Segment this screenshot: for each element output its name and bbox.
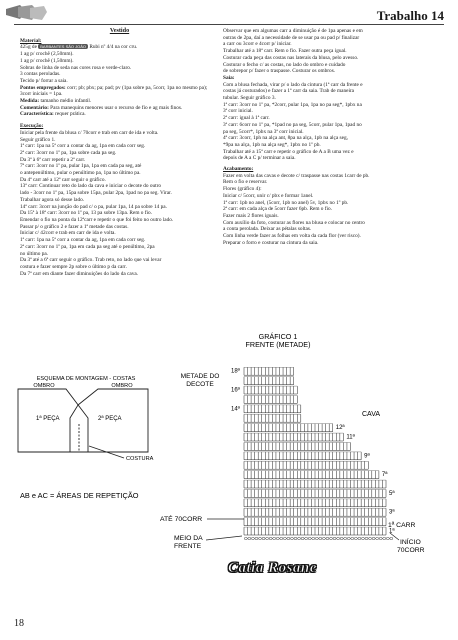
- inicio-label-1: INÍCIO: [400, 539, 421, 546]
- material-heading: Material:: [20, 37, 42, 44]
- saia-heading: [223, 75, 447, 82]
- assembly-title: ESQUEMA DE MONTAGEM - COSTAS: [36, 376, 136, 382]
- caracteristica-line: [20, 111, 219, 118]
- pontos-label: Pontos empregados:: [20, 84, 66, 91]
- frente-title: FRENTE (METADE): [245, 340, 311, 349]
- text-line: depois de A a C p/ terminar a saia.: [223, 155, 296, 162]
- chart-row: [244, 499, 386, 507]
- material-line: Tecido p/ forrar a saia.: [20, 77, 68, 84]
- chart-row: [244, 367, 294, 375]
- acabamento-heading: Acabamento:: [223, 166, 254, 173]
- row-label: 14ª: [231, 406, 240, 413]
- execucao-heading: Execução:: [20, 123, 44, 130]
- repeticao-label: AB e AC = ÁREAS DE REPETIÇÃO: [20, 491, 139, 500]
- grafico-title: GRÁFICO 1: [258, 332, 298, 341]
- comentario-label: Comentário:: [20, 104, 49, 111]
- text-line: Emendar o fio na ponta da 12ªcarr e repetir o que foi feito no outro lado.: [20, 216, 174, 223]
- chart-row: [244, 405, 301, 413]
- carr1-label: 1ª CARR: [388, 522, 416, 529]
- text-line: 13ª carr: Continuar reto do lado da cava e iniciar o decote do outro: [20, 183, 162, 190]
- text-line: Trabalhar agora só desse lado.: [20, 196, 85, 203]
- text-line: costas já costurados) e fazer a 1ª carr da saia. Trab de maneira: [223, 88, 355, 95]
- chart-row: [244, 490, 386, 498]
- chart-row: [244, 518, 386, 526]
- caracteristica-label: Característica:: [20, 111, 54, 118]
- pontos-text: corr; pb; pbx; pa; pad; pv (1pa sobre pa, 5corr, 1pa no mesmo pa); 3corr iniciais = 1pa.: [20, 84, 208, 98]
- meio-frente-pointer: [206, 536, 242, 540]
- peca-2-label: 2ª PEÇA: [98, 416, 122, 422]
- chart-row: [244, 443, 351, 451]
- text-line: Iniciar c/ 42corr e trab em carr de ida e volta.: [20, 230, 116, 237]
- designer-logo: Catia Rosane: [228, 560, 317, 576]
- text-line: 1ª carr: 1pa na 5ª corr a contar da ag, 1pa em cada corr seg.: [20, 143, 146, 150]
- text-line: Seguir gráfico 1.: [20, 136, 56, 143]
- assembly-diagram: [14, 374, 184, 524]
- article-title: Vestido: [109, 27, 130, 34]
- text-line: outras de 2pa, daí a necessidade de se usar pa ou pad p/ finalizar: [223, 34, 360, 41]
- text-line: Da 3ª à 6ª carr repetir a 2ª carr.: [20, 156, 86, 163]
- row-label: 18ª: [231, 368, 240, 375]
- text-line: Costurar cada peça das costas nas laterais da blusa, pelo avesso.: [223, 54, 359, 61]
- text-line: Fazer mais 2 flores iguais.: [223, 212, 279, 219]
- text-line: o antepenúltimo, pular o penúltimo pa, 1pa no último pa.: [20, 170, 141, 177]
- pontos-line: [20, 85, 219, 98]
- ombro-right-label: OMBRO: [111, 383, 133, 389]
- text-line: Flores (gráfico 4):: [223, 186, 262, 193]
- comentario-text: Para manequins menores usar o recurso de fio e ag mais finos.: [50, 104, 183, 111]
- text-line: a carr ou 3corr e 4corr p/ iniciar.: [223, 41, 292, 48]
- chart-row: [244, 480, 386, 488]
- crochet-chart: [160, 330, 450, 558]
- row-label: 9ª: [364, 453, 370, 460]
- brand-badge: BARBANTES SÃO JOÃO: [40, 44, 87, 50]
- row-label: 7ª: [381, 472, 388, 479]
- chart-row: [244, 414, 301, 422]
- material-line: 1 ag p/ crochê (1,50mm).: [20, 57, 74, 64]
- chart-row: [244, 377, 294, 385]
- text-line: 1ª carr: 1pb no anel, (5corr, 1pb no anel) 5v, 1pbx no 1º pb.: [223, 199, 349, 206]
- chart-row: [244, 471, 379, 479]
- row-labels: [231, 368, 395, 535]
- material-text: 425g de: [20, 44, 37, 51]
- text-line: Da 7ª carr em diante fazer diminuições do lado da cava.: [20, 270, 139, 277]
- material-text: Rubi nº 4/4 na cor cru.: [89, 44, 138, 51]
- chart-row: [244, 452, 361, 460]
- text-line: Observar que em algumas carr a diminuição é de 1pa apenas e em: [223, 28, 363, 34]
- caracteristica-text: requer prática.: [55, 111, 86, 118]
- text-line: Costurar o fecho c/ as costas, no lado do ombro e cuidado: [223, 61, 346, 68]
- text-line: Iniciar pela frente da blusa c/ 70corr e trab em carr de ida e volta.: [20, 129, 159, 136]
- text-line: lado - 3corr no 1º pa, 15pa sobre 15pa, pular 2pa, 1pad no pa seg. Virar.: [20, 190, 172, 197]
- page-title: Trabalho 14: [376, 8, 444, 23]
- row-label: 1ª: [389, 528, 395, 535]
- row-label: 12ª: [335, 425, 345, 432]
- text-line: Com auxílio da foto, costurar as flores na blusa e colocar no centro: [223, 219, 365, 226]
- execucao-text: [20, 130, 219, 277]
- meio-frente-1: MEIO DA: [174, 535, 203, 542]
- text-line: 14ª carr: 3corr na junção do pad c/ o pa, pular 1pa, 14 pa sobre 14 pa.: [20, 203, 167, 210]
- text-line: tubular. Seguir gráfico 3.: [223, 95, 276, 102]
- ombro-left-label: OMBRO: [33, 383, 55, 389]
- decote-label-2: DECOTE: [186, 381, 214, 388]
- row-label: 3ª: [389, 509, 395, 516]
- text-line: no último pa.: [20, 250, 49, 257]
- row-label: 16ª: [231, 387, 240, 394]
- text-line: 2ª carr: igual à 1ª carr.: [223, 115, 270, 122]
- page-number: 18: [14, 618, 24, 629]
- chart-row: [244, 433, 343, 441]
- magazine-logo-icon: [4, 3, 48, 23]
- material-line: 1 ag p/ crochê (2,50mm).: [20, 51, 74, 58]
- chart-row: [244, 461, 368, 469]
- acabamento-text: [223, 173, 447, 247]
- text-line: Com linha verde fazer as folhas em volta da cada flor (ver risco).: [223, 233, 361, 240]
- text-line: Trabalhar até a 15ª carr e repetir o gráfico de A a B uma vez e: [223, 148, 354, 155]
- stitch-grid: [244, 367, 393, 539]
- text-line: Preparar o forro e costurar na cintura da saia.: [223, 239, 319, 246]
- text-line: Passar p/ o gráfico 2 e fazer a 1ª metade das costas.: [20, 223, 129, 230]
- medida-label: Medida:: [20, 98, 40, 105]
- text-line: Da 15ª à 18ª carr: 3corr no 1º pa, 13 pa sobre 13pa. Rem o fio.: [20, 210, 152, 217]
- ate70-label: ATÉ 70CORR: [160, 516, 203, 523]
- peca-1-label: 1ª PEÇA: [36, 416, 60, 422]
- chart-row: [244, 386, 297, 394]
- meio-frente-2: FRENTE: [174, 543, 202, 550]
- medida-line: [20, 98, 219, 105]
- cava-label: CAVA: [362, 411, 381, 418]
- text-line: 3ª carr: 6corr no 1º pa, *1pad no pa seg, 5corr, pular 1pa, 1pad no: [223, 121, 362, 128]
- text-line: 2ª carr: em cada alça de 5corr fazer 6pb. Rem o fio.: [223, 206, 332, 213]
- text-line: 7ª carr: 3corr no 1º pa, pular 1pa, 1pa em cada pa seg, até: [20, 163, 142, 170]
- right-column: [223, 28, 447, 247]
- chart-row: [244, 508, 386, 516]
- saia-text: [223, 82, 447, 162]
- comentario-line: [20, 105, 219, 112]
- assembly-outline: [18, 389, 148, 458]
- costura-label: COSTURA: [126, 456, 154, 462]
- text-line: Iniciar c/ 5corr, unir c/ pbx e formar 1anel.: [223, 192, 314, 199]
- chart-row: [244, 527, 386, 535]
- material-line: Sobras de linha de seda nas cores rosa e verde-claro.: [20, 64, 132, 71]
- text-line: 1ª carr: 1pa na 5ª corr a contar da ag, 1pa em cada corr seg.: [20, 237, 146, 244]
- row-label: 11ª: [346, 434, 355, 441]
- text-line: Da 4ª carr até a 12ª carr seguir o gráfico.: [20, 176, 106, 183]
- medida-text: tamanho médio infantil.: [40, 98, 92, 105]
- costas-text: [223, 28, 447, 75]
- saia-label: Saia:: [223, 74, 235, 81]
- text-line: *9pa na alça, 1pb na alça seg*, 1pbx no 1º pb.: [223, 141, 321, 148]
- text-line: pa seg, 5corr*, 1pbx na 3ª corr inicial.: [223, 128, 304, 135]
- text-line: 2ª carr: 3corr no 1º pa, 1pa em cada pa seg até o penúltimo, 2pa: [20, 243, 155, 250]
- text-line: 1ª carr: 3corr no 1º pa, *2corr, pular 1pa, 1pa no pa seg*, 1pbx na: [223, 101, 362, 108]
- chain-row: [244, 537, 393, 539]
- text-line: 3ª corr inicial.: [223, 108, 253, 115]
- text-line: 2ª carr: 3corr no 1º pa, 1pa sobre cada pa seg.: [20, 149, 117, 156]
- inicio-label-2: 70CORR: [397, 547, 425, 554]
- left-column: [20, 28, 219, 277]
- text-line: Trabalhar até a 18ª carr. Rem o fio. Fazer outra peça igual.: [223, 48, 347, 55]
- text-line: a conta perolada. Deixar as pétalas soltas.: [223, 226, 312, 233]
- material-line: 3 contas peroladas.: [20, 71, 61, 78]
- text-line: costura e fazer sempre 2p sobre o último p da carr.: [20, 263, 127, 270]
- text-line: Com a blusa fechada, virar p/ o lado da cintura (1ª carr da frente e: [223, 81, 363, 88]
- row-label: 5ª: [389, 490, 395, 497]
- text-line: 4ª carr: 3corr, 1ph na alça ant, 8pa na alça, 1pb na alça seg,: [223, 135, 348, 142]
- text-line: Da 3ª até a 6ª carr seguir o gráfico. Trab reto, no lado que vai levar: [20, 257, 162, 264]
- header-divider: [14, 24, 444, 25]
- text-line: Rem o fio e reservar.: [223, 179, 268, 186]
- chart-row: [244, 396, 297, 404]
- chart-row: [244, 424, 333, 432]
- decote-label-1: METADE DO: [180, 373, 220, 380]
- text-line: Fazer em volta das cavas e decote c/ traspasse nas costas 1carr de pb.: [223, 172, 370, 179]
- text-line: de sobrepor p/ fazer o traspasse. Costurar os ombros.: [223, 68, 336, 75]
